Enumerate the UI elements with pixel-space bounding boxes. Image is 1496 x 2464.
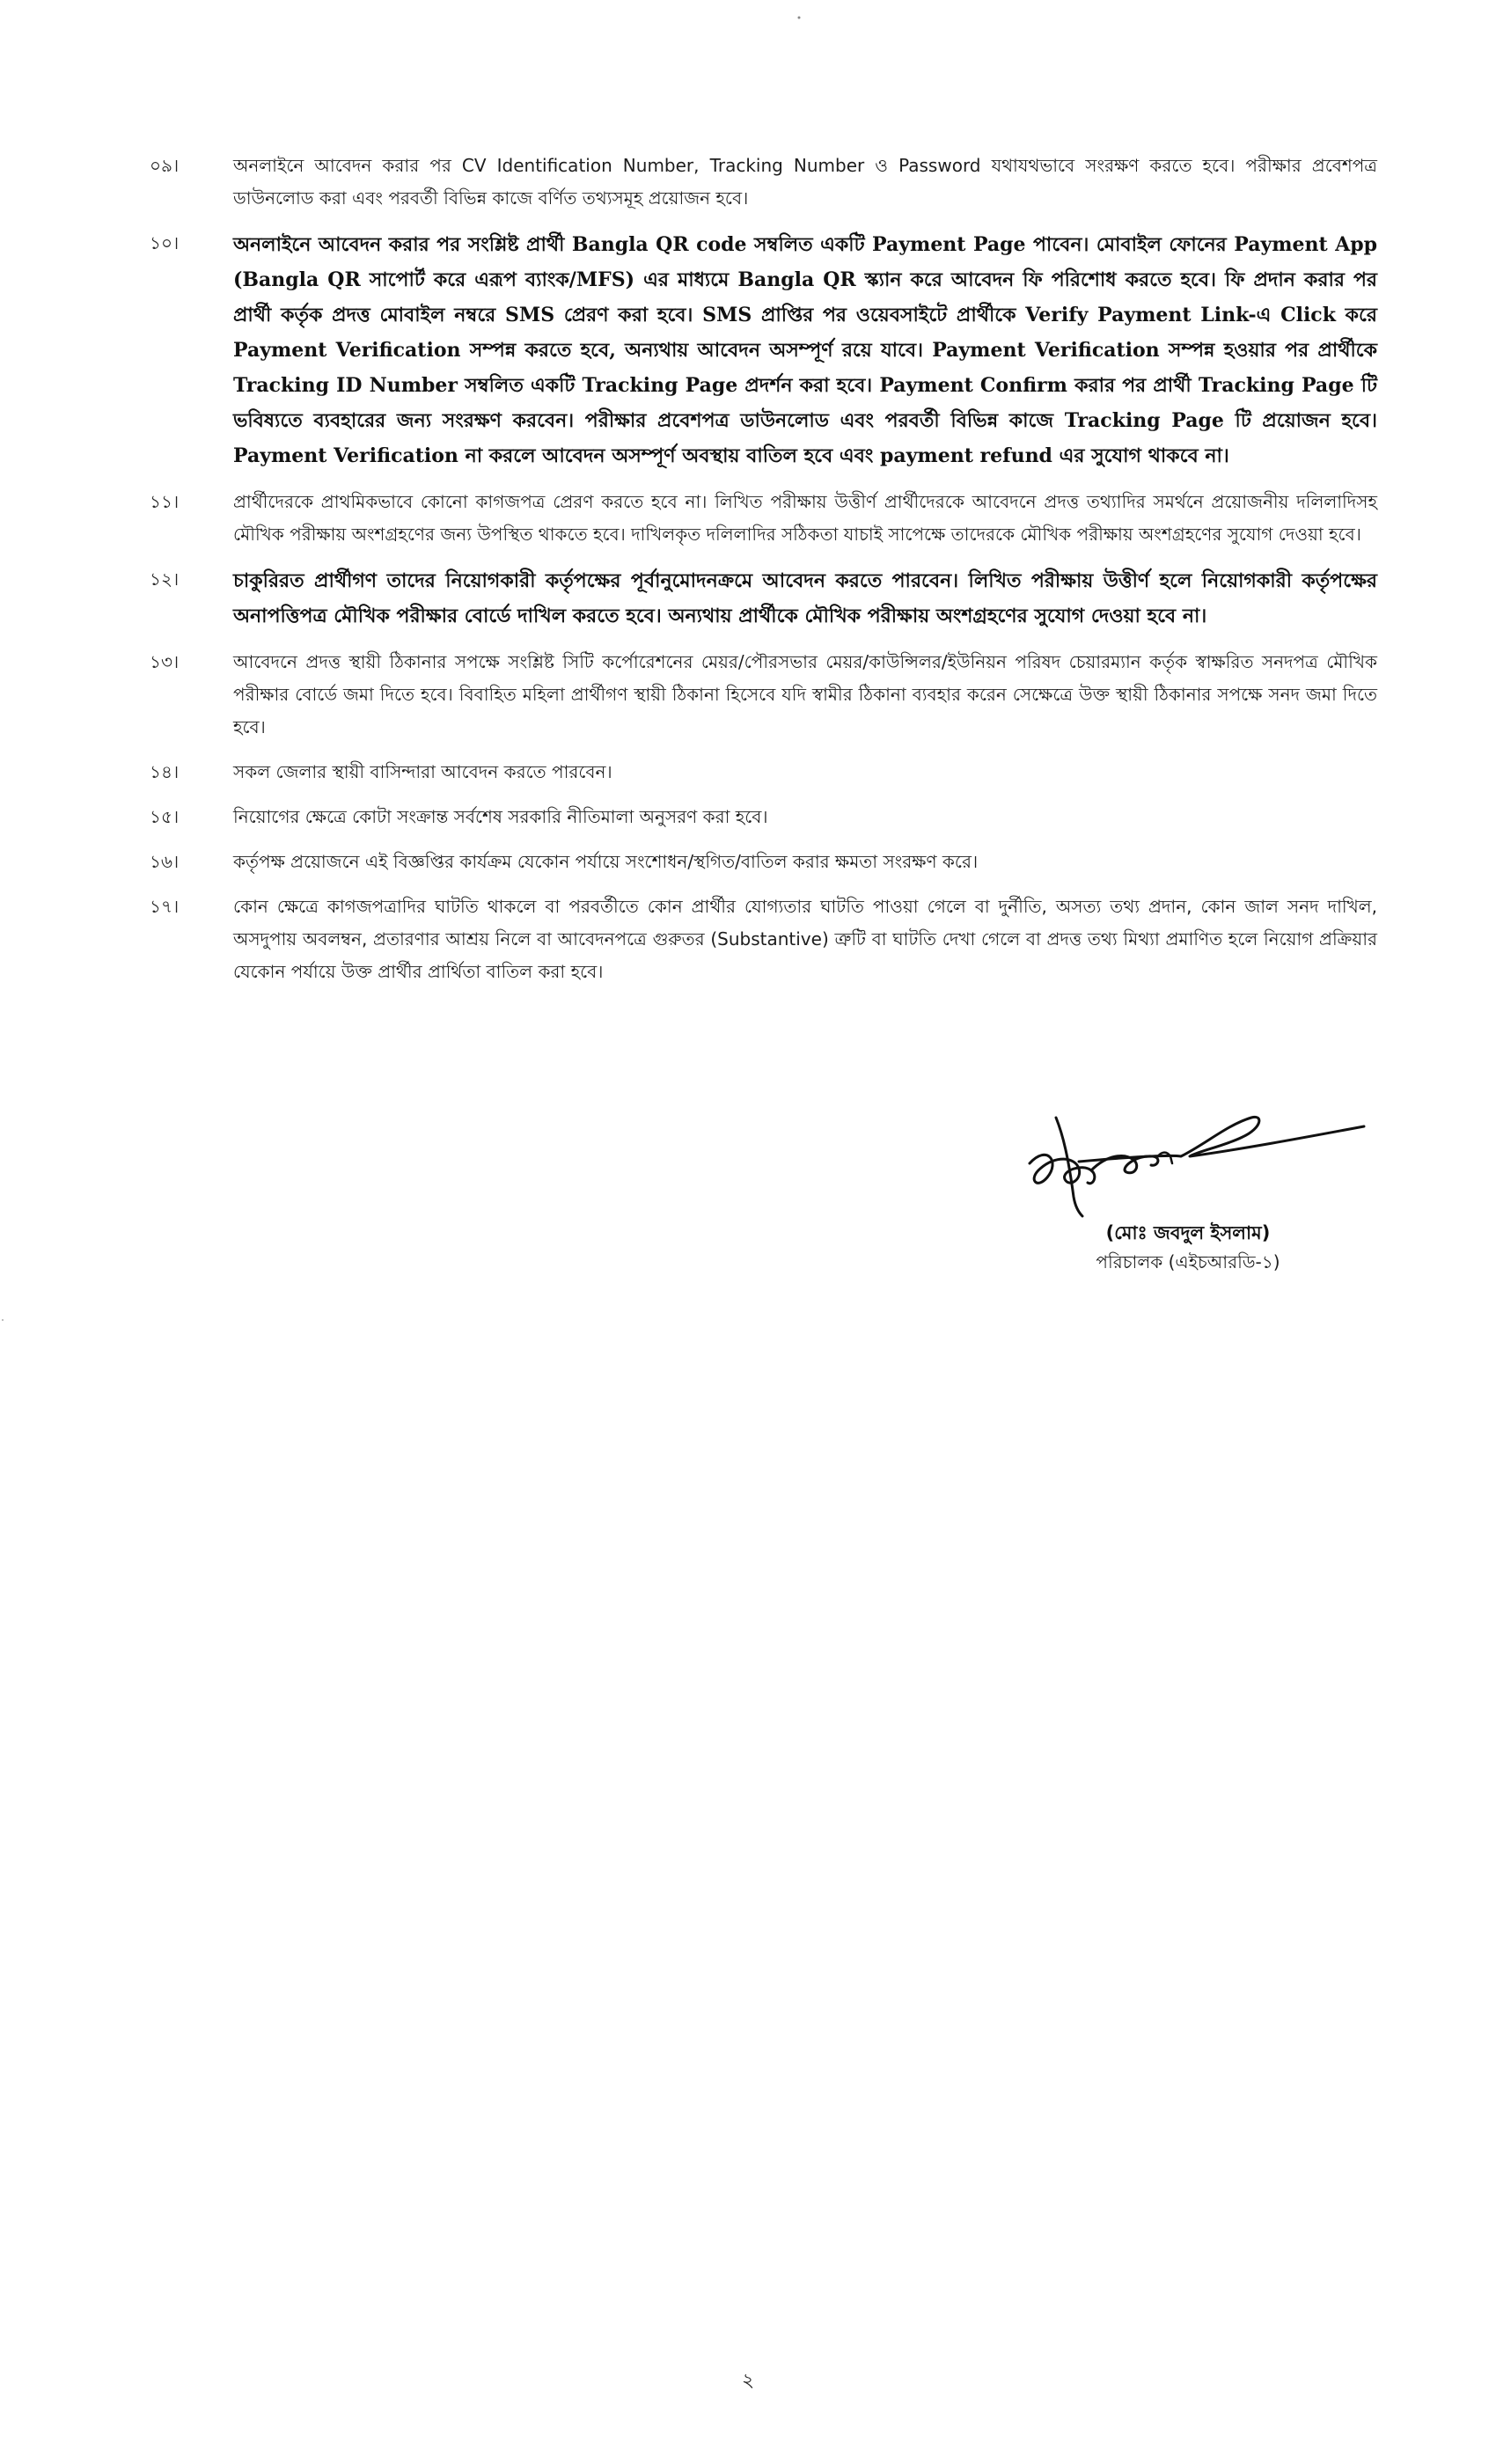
item-text: সকল জেলার স্থায়ী বাসিন্দারা আবেদন করতে পারবেন। <box>233 761 612 782</box>
signatory-name: (মোঃ জবদুল ইসলাম) <box>1105 1222 1271 1243</box>
item-text: অনলাইনে আবেদন করার পর CV Identification Number, Tracking Number ও Password যথাযথভাবে সংরক্ষণ করতে হবে। পরীক্ষার প্রবেশপত্র ডাউনলোড করা এবং পরবর্তী বিভিন্ন কাজে বর্ণিত তথ্যসমূহ প্রয়োজন হবে। <box>233 155 1377 209</box>
handwritten-signature <box>994 1109 1382 1223</box>
list-item <box>150 891 1377 988</box>
list-item <box>150 150 1377 215</box>
item-text: অনলাইনে আবেদন করার পর সংশ্লিষ্ট প্রার্থী Bangla QR code সম্বলিত একটি Payment Page পাবেন। মোবাইল ফোনের Payment App (Bangla QR সাপোর্ট করে এরূপ ব্যাংক/MFS) এর মাধ্যমে Bangla QR স্ক্যান করে আবেদন ফি পরিশোধ করতে হবে। ফি প্রদান করার পর প্রার্থী কর্তৃক প্রদত্ত মোবাইল নম্বরে SMS প্রেরণ করা হবে। SMS প্রাপ্তির পর ওয়েবসাইটে প্রার্থীকে Verify Payment Link-এ Click করে Payment Verification সম্পন্ন করতে হবে, অন্যথায় আবেদন অসম্পূর্ণ রয়ে যাবে। Payment Verification সম্পন্ন হওয়ার পর প্রার্থীকে Tracking ID Number সম্বলিত একটি Tracking Page প্রদর্শন করা হবে। Payment Confirm করার পর প্রার্থী Tracking Page টি ভবিষ্যতে ব্যবহারের জন্য সংরক্ষণ করবেন। পরীক্ষার প্রবেশপত্র ডাউনলোড এবং পরবর্তী বিভিন্ন কাজে Tracking Page টি প্রয়োজন হবে। Payment Verification না করলে আবেদন অসম্পূর্ণ অবস্থায় বাতিল হবে এবং payment refund এর সুযোগ থাকবে না। <box>233 233 1377 467</box>
page-number: ২ <box>741 2370 755 2392</box>
item-number: ১৩। <box>150 651 180 672</box>
list-item <box>150 756 1377 788</box>
item-text: চাকুরিরত প্রার্থীগণ তাদের নিয়োগকারী কর্তৃপক্ষের পূর্বানুমোদনক্রমে আবেদন করতে পারবেন। লিখিত পরীক্ষায় উত্তীর্ণ হলে নিয়োগকারী কর্তৃপক্ষের অনাপত্তিপত্র মৌখিক পরীক্ষার বোর্ডে দাখিল করতে হবে। অন্যথায় প্রার্থীকে মৌখিক পরীক্ষায় অংশগ্রহণের সুযোগ দেওয়া হবে না। <box>233 569 1377 627</box>
item-number: ১৪। <box>150 761 180 782</box>
item-text: প্রার্থীদেরকে প্রাথমিকভাবে কোনো কাগজপত্র প্রেরণ করতে হবে না। লিখিত পরীক্ষায় উত্তীর্ণ প্রার্থীদেরকে আবেদনে প্রদত্ত তথ্যাদির সমর্থনে প্রয়োজনীয় দলিলাদিসহ মৌখিক পরীক্ষায় অংশগ্রহণের জন্য উপস্থিত থাকতে হবে। দাখিলকৃত দলিলাদির সঠিকতা যাচাই সাপেক্ষে তাদেরকে মৌখিক পরীক্ষায় অংশগ্রহণের সুযোগ দেওয়া হবে। <box>233 491 1377 545</box>
list-item <box>150 227 1377 473</box>
item-text: কোন ক্ষেত্রে কাগজপত্রাদির ঘাটতি থাকলে বা পরবর্তীতে কোন প্রার্থীর যোগ্যতার ঘাটতি পাওয়া গেলে বা দুর্নীতি, অসত্য তথ্য প্রদান, কোন জাল সনদ দাখিল, অসদুপায় অবলম্বন, প্রতারণার আশ্রয় নিলে বা আবেদনপত্রে গুরুতর (Substantive) ত্রুটি বা ঘাটতি দেখা গেলে বা প্রদত্ত তথ্য মিথ্যা প্রমাণিত হলে নিয়োগ প্রক্রিয়ার যেকোন পর্যায়ে উক্ত প্রার্থীর প্রার্থিতা বাতিল করা হবে। <box>233 896 1377 982</box>
signature-block <box>994 1109 1382 1276</box>
list-item <box>150 646 1377 744</box>
item-text: নিয়োগের ক্ষেত্রে কোটা সংক্রান্ত সর্বশেষ সরকারি নীতিমালা অনুসরণ করা হবে। <box>233 806 768 827</box>
list-item <box>150 846 1377 878</box>
item-number: ১৭। <box>150 896 180 917</box>
item-number: ১৫। <box>150 806 180 827</box>
item-text: কর্তৃপক্ষ প্রয়োজনে এই বিজ্ঞপ্তির কার্যক্রম যেকোন পর্যায়ে সংশোধন/স্থগিত/বাতিল করার ক্ষমতা সংরক্ষণ করে। <box>233 851 979 872</box>
item-number: ১৬। <box>150 851 180 872</box>
list-item <box>150 801 1377 833</box>
terms-list <box>150 150 1377 1001</box>
signatory-designation: পরিচালক (এইচআরডি-১) <box>1096 1251 1280 1272</box>
item-number: ০৯। <box>150 155 180 176</box>
item-number: ১২। <box>150 568 180 590</box>
item-number: ১১। <box>150 491 180 512</box>
list-item <box>150 563 1377 634</box>
item-text: আবেদনে প্রদত্ত স্থায়ী ঠিকানার সপক্ষে সংশ্লিষ্ট সিটি কর্পোরেশনের মেয়র/পৌরসভার মেয়র/কাউন্সিলর/ইউনিয়ন পরিষদ চেয়ারম্যান কর্তৃক স্বাক্ষরিত সনদপত্র মৌখিক পরীক্ষার বোর্ডে জমা দিতে হবে। বিবাহিত মহিলা প্রার্থীগণ স্থায়ী ঠিকানা হিসেবে যদি স্বামীর ঠিকানা ব্যবহার করেন সেক্ষেত্রে উক্ত স্থায়ী ঠিকানার সপক্ষে সনদ জমা দিতে হবে। <box>233 651 1377 737</box>
item-number: ১০। <box>150 232 180 253</box>
list-item <box>150 486 1377 551</box>
